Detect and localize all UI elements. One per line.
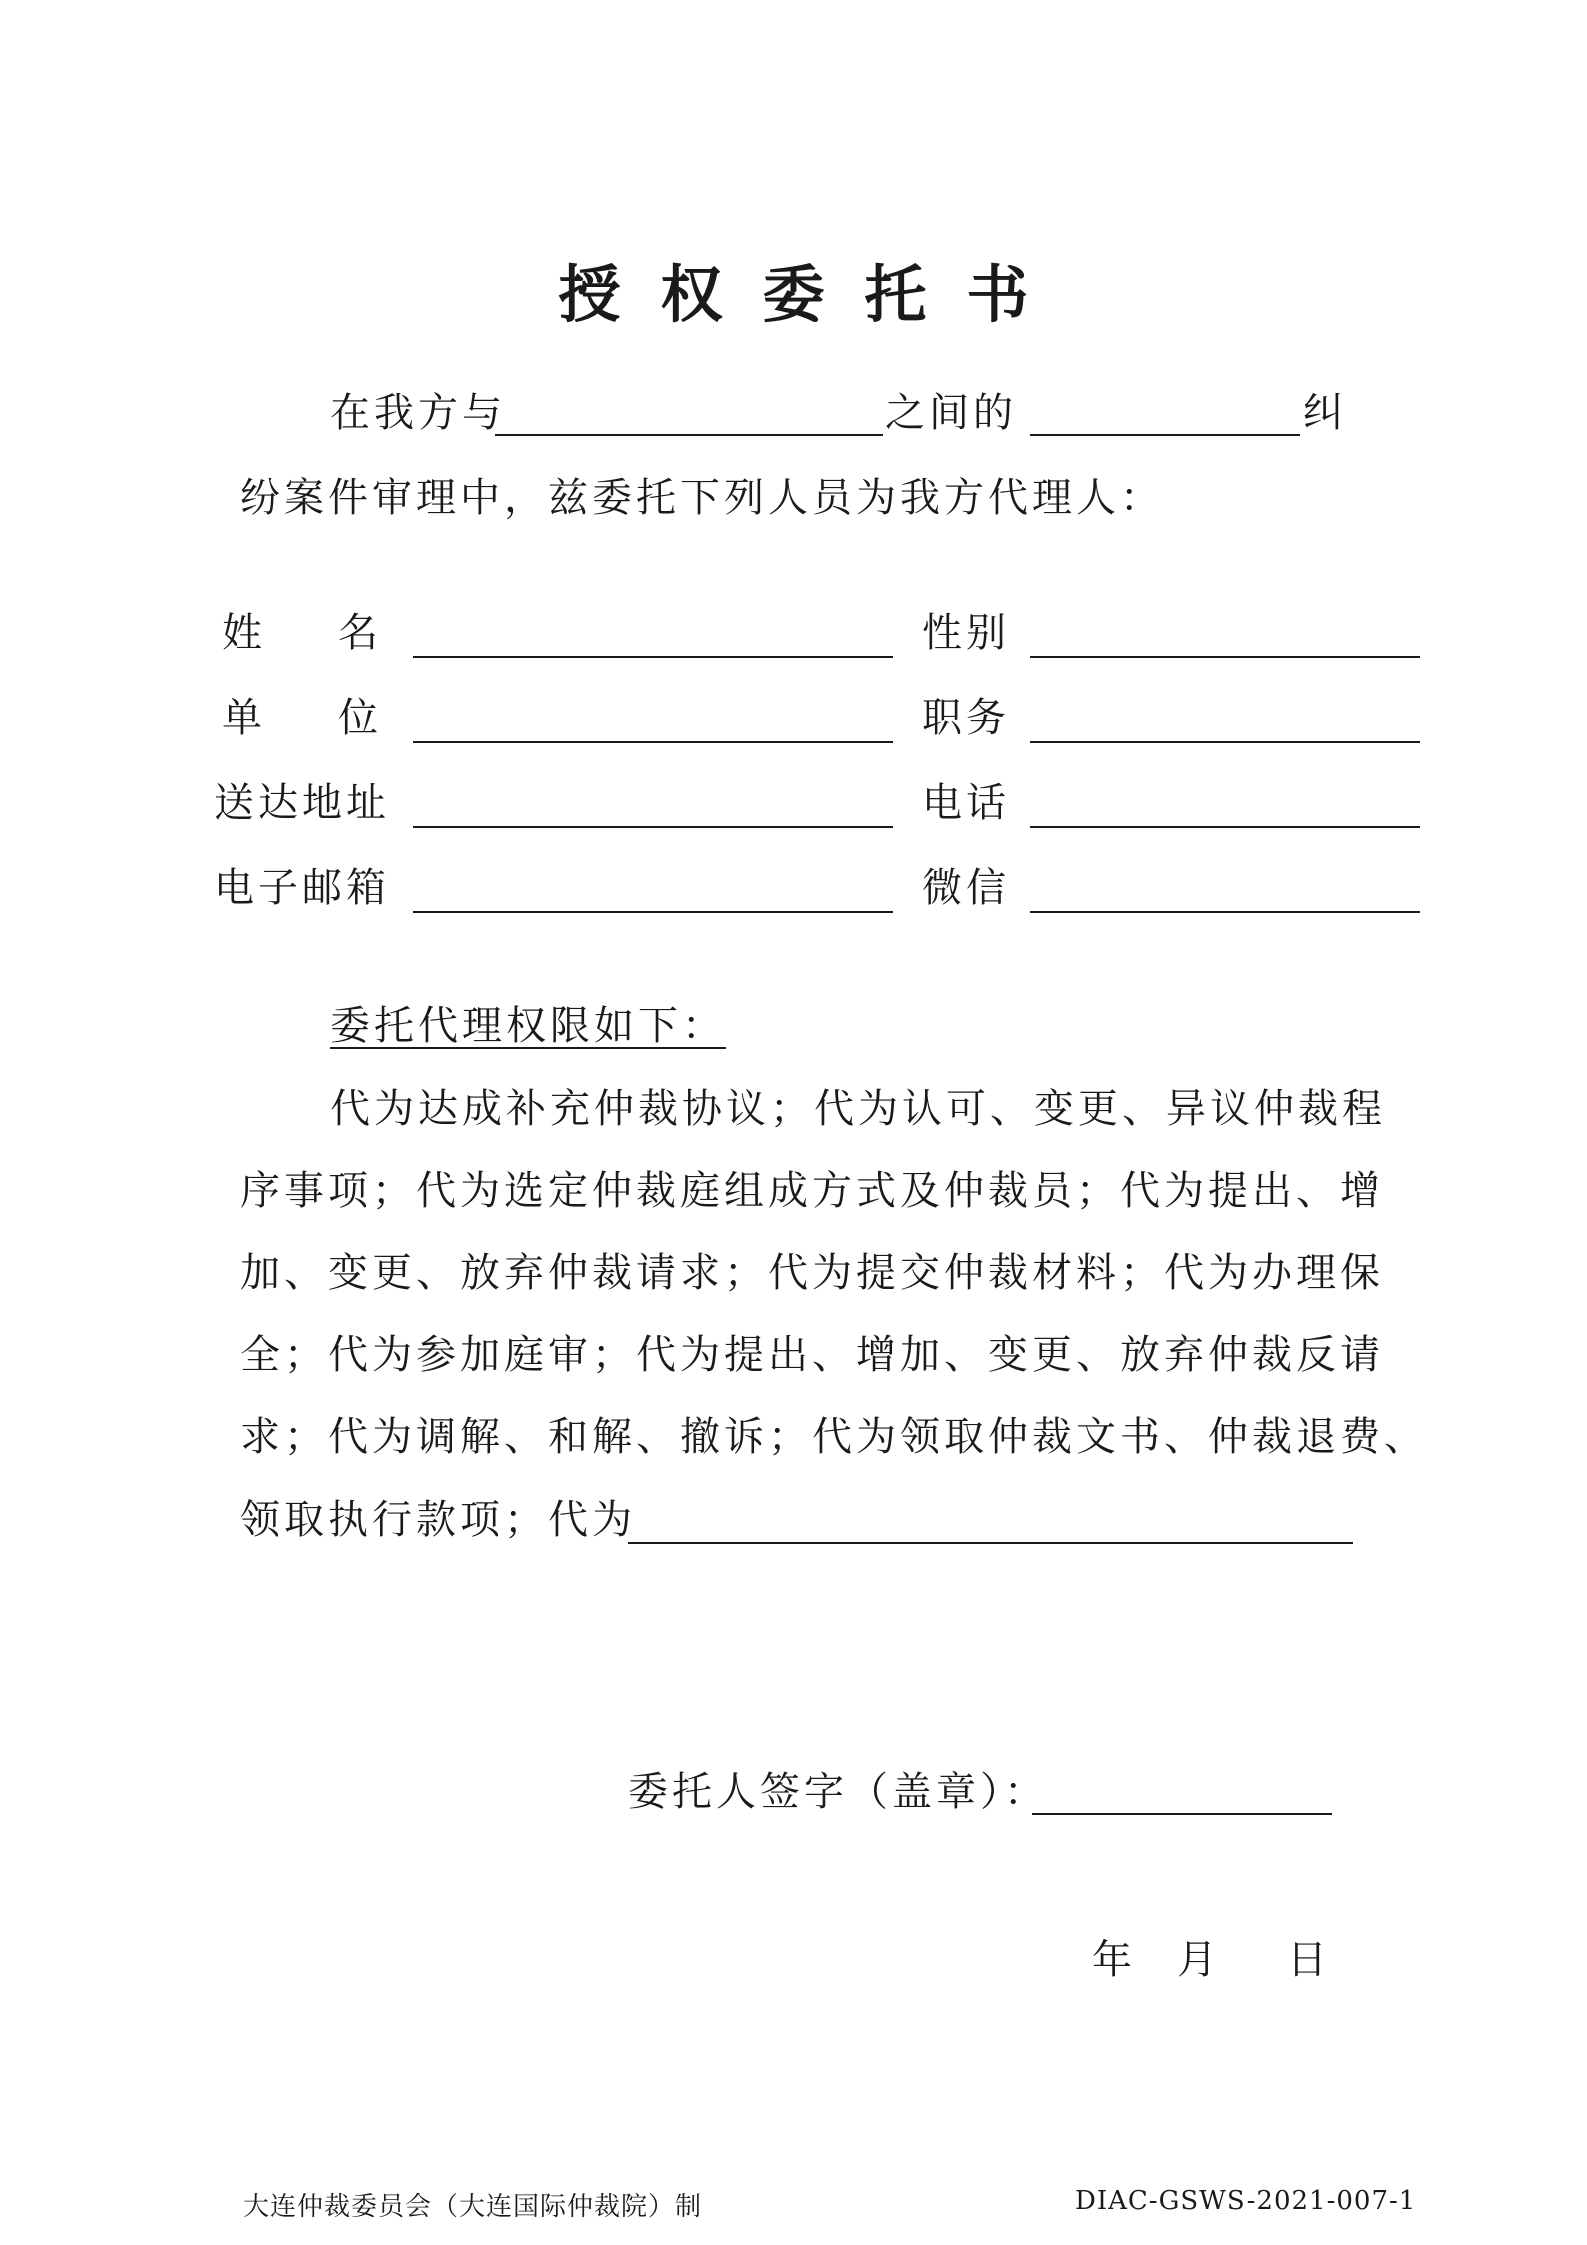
authority-heading: 委托代理权限如下： — [330, 1003, 726, 1049]
document-title: 授权委托书 — [558, 258, 1069, 331]
name-label-char2: 名 — [338, 610, 382, 656]
authority-line: 代为达成补充仲裁协议；代为认可、变更、异议仲裁程 — [330, 1086, 1386, 1132]
intro-line2: 纷案件审理中，兹委托下列人员为我方代理人： — [240, 475, 1164, 521]
wechat-label: 微信 — [922, 865, 1010, 911]
name-blank-line[interactable] — [413, 656, 893, 658]
phone-blank-line[interactable] — [1030, 826, 1420, 828]
unit-blank-line[interactable] — [413, 741, 893, 743]
other-authority-blank-line[interactable] — [628, 1542, 1353, 1544]
name-label-char1: 姓 — [222, 610, 266, 656]
email-blank-line[interactable] — [413, 911, 893, 913]
intro-part2: 之间的 — [885, 390, 1017, 436]
date-month-label: 月 — [1177, 1937, 1221, 1983]
address-blank-line[interactable] — [413, 826, 893, 828]
phone-label: 电话 — [922, 780, 1010, 826]
unit-label-char2: 位 — [338, 695, 382, 741]
unit-label-char1: 单 — [222, 695, 266, 741]
date-day-label: 日 — [1287, 1937, 1331, 1983]
gender-label: 性别 — [922, 610, 1010, 656]
authority-line: 全；代为参加庭审；代为提出、增加、变更、放弃仲裁反请 — [240, 1332, 1384, 1378]
intro-part1: 在我方与 — [330, 390, 506, 436]
email-label: 电子邮箱 — [214, 865, 390, 911]
authority-line: 求；代为调解、和解、撤诉；代为领取仲裁文书、仲裁退费、 — [240, 1414, 1428, 1460]
position-label: 职务 — [922, 695, 1010, 741]
signature-label: 委托人签字（盖章）： — [628, 1769, 1048, 1815]
gender-blank-line[interactable] — [1030, 656, 1420, 658]
footer-issuer: 大连仲裁委员会（大连国际仲裁院）制 — [243, 2192, 703, 2222]
authority-line: 序事项；代为选定仲裁庭组成方式及仲裁员；代为提出、增 — [240, 1168, 1384, 1214]
unit-label — [222, 695, 382, 741]
authority-line: 加、变更、放弃仲裁请求；代为提交仲裁材料；代为办理保 — [240, 1250, 1384, 1296]
opponent-blank-line[interactable] — [495, 434, 883, 436]
wechat-blank-line[interactable] — [1030, 911, 1420, 913]
dispute-type-blank-line[interactable] — [1030, 434, 1300, 436]
intro-part3: 纠 — [1303, 390, 1347, 436]
authority-line: 领取执行款项；代为 — [240, 1497, 636, 1543]
position-blank-line[interactable] — [1030, 741, 1420, 743]
signature-blank-line[interactable] — [1032, 1813, 1332, 1815]
footer-code: DIAC-GSWS-2021-007-1 — [1075, 2186, 1417, 2216]
address-label: 送达地址 — [214, 780, 390, 826]
date-year-label: 年 — [1092, 1937, 1136, 1983]
name-label — [222, 610, 382, 656]
